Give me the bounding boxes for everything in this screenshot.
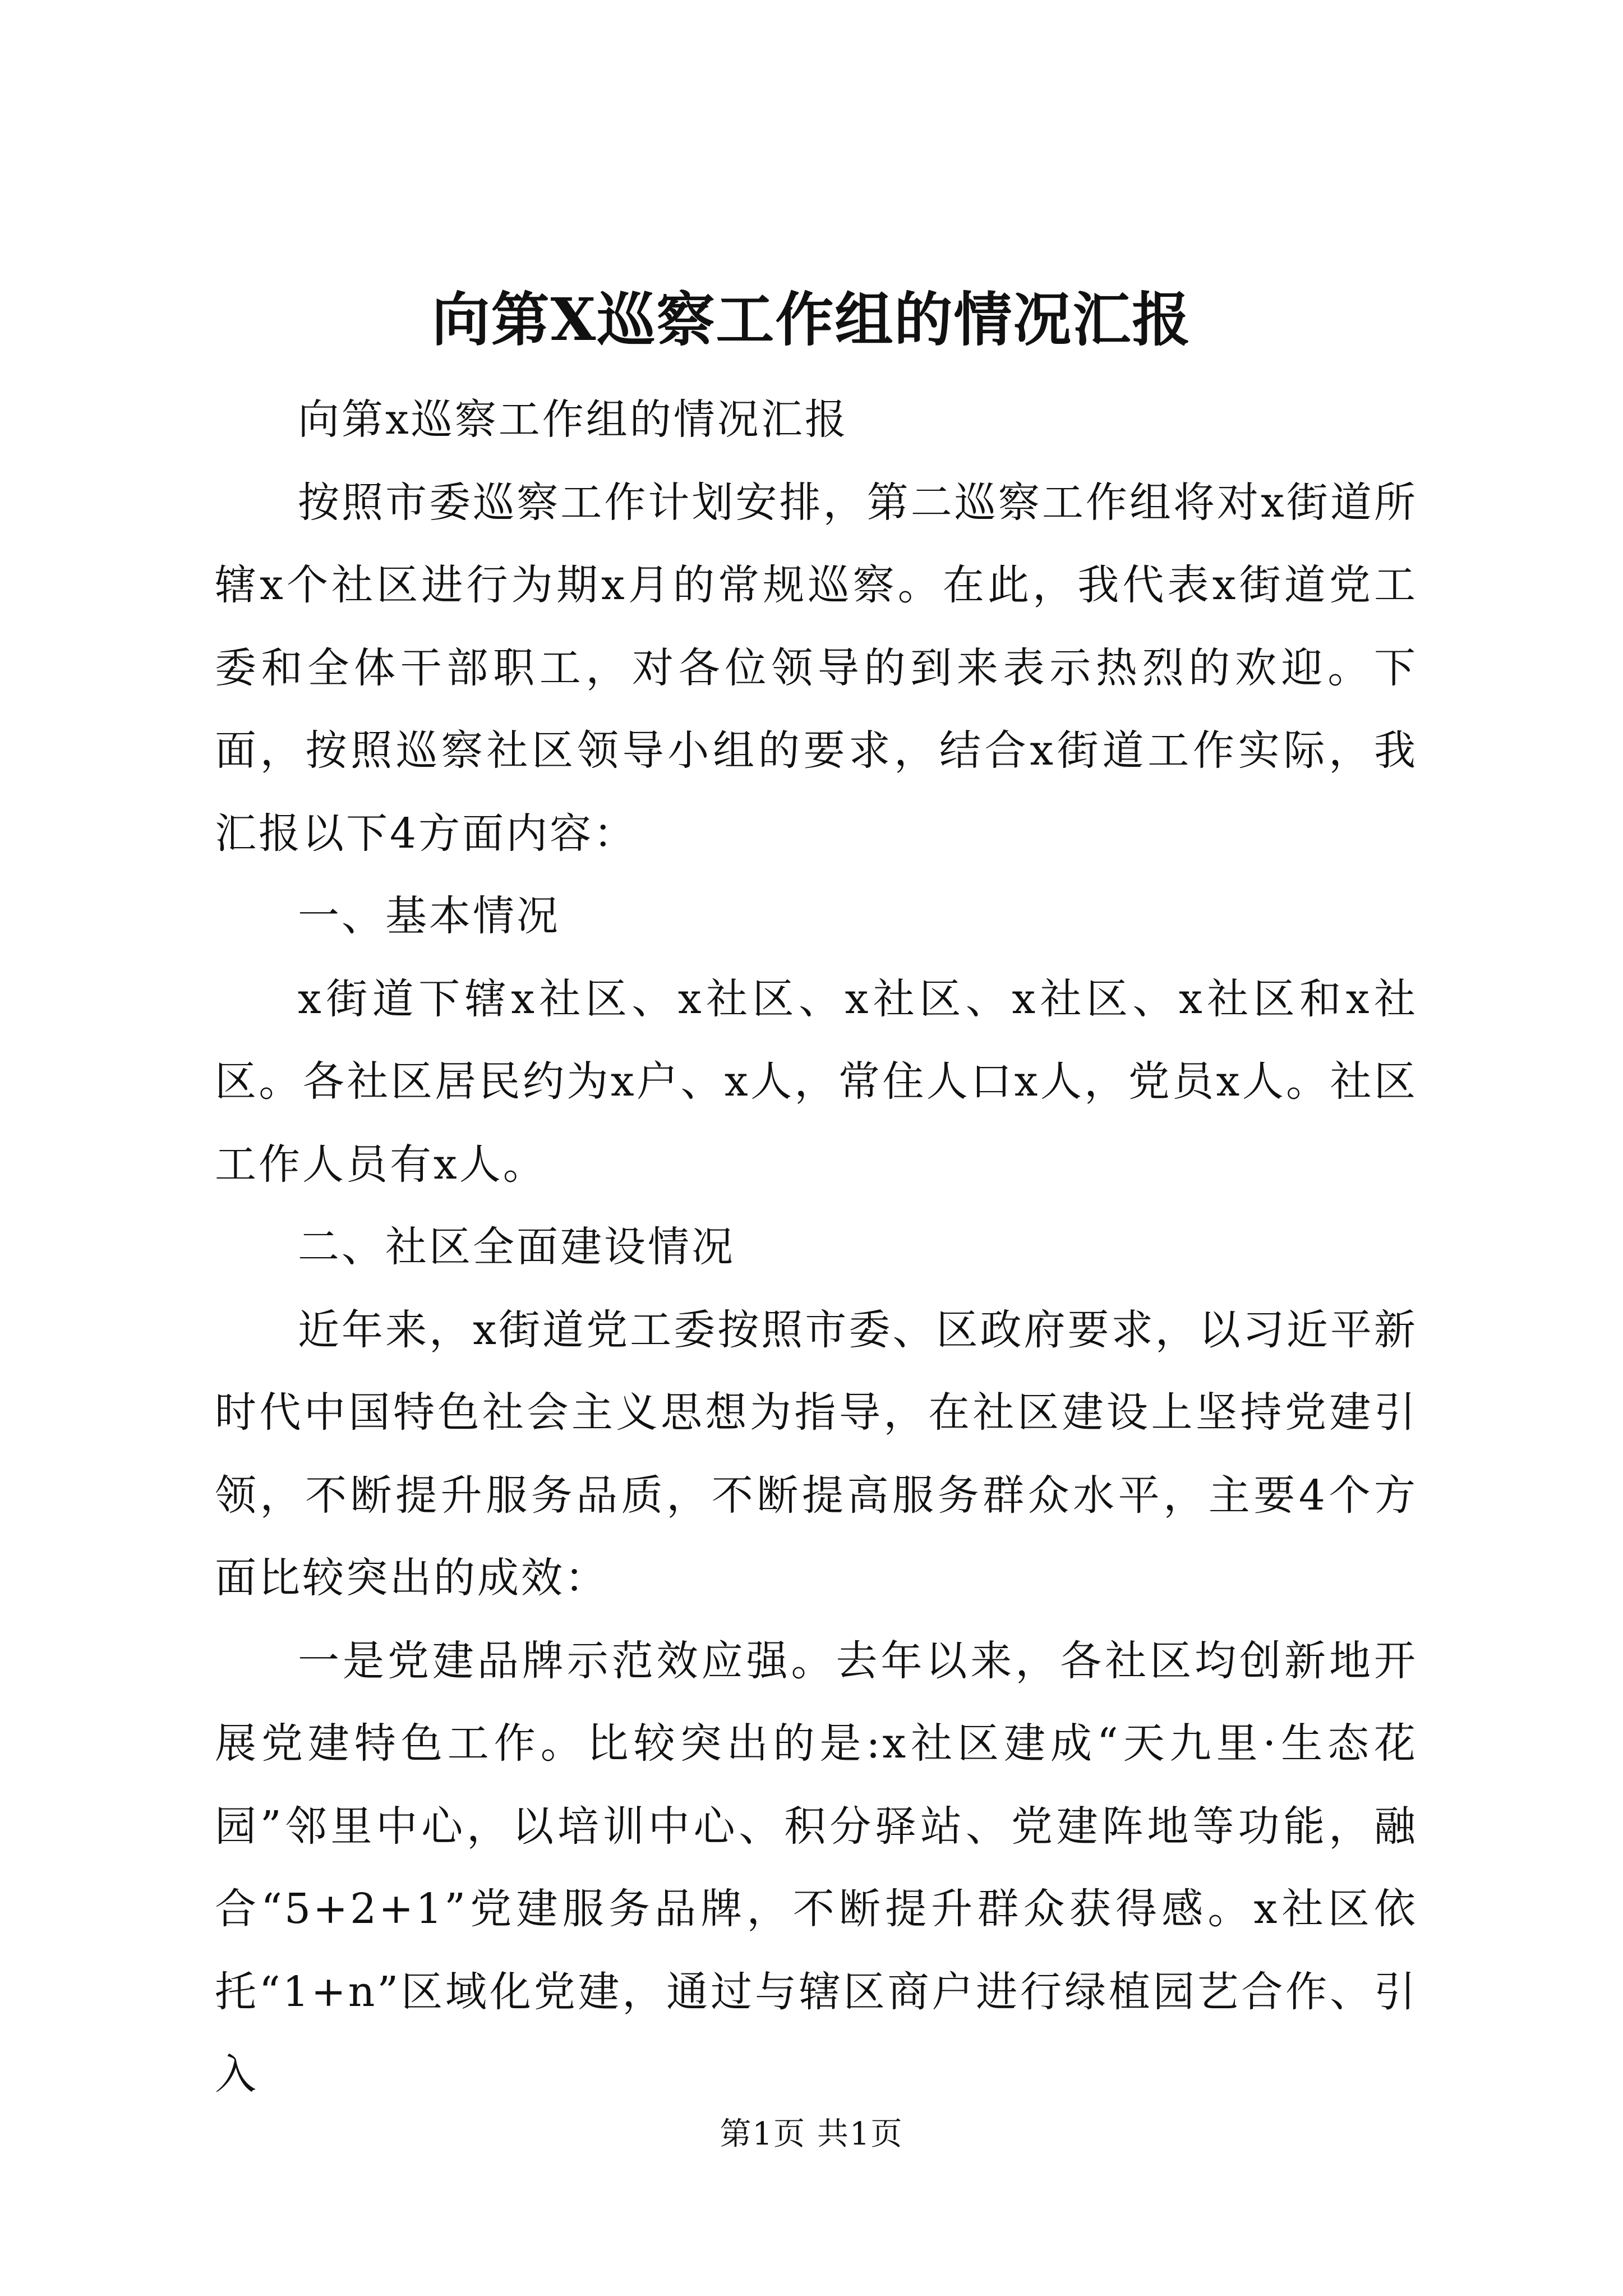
- document-title: 向第X巡察工作组的情况汇报: [431, 285, 1192, 354]
- section-heading-basic-situation: 一、基本情况: [298, 892, 560, 940]
- paragraph-community-construction: 近年来，x街道党工委按照市委、区政府要求，以习近平新时代中国特色社会主义思想为指导，在社区建设上坚持党建引领，不断提升服务品质，不断提高服务群众水平，主要4个方面比较突出的成效：: [215, 1305, 1418, 1602]
- page-footer: 第1页 共1页: [720, 2116, 903, 2152]
- paragraph-intro: 按照市委巡察工作计划安排，第二巡察工作组将对x街道所辖x个社区进行为期x月的常规巡察。在此，我代表x街道党工委和全体干部职工，对各位领导的到来表示热烈的欢迎。下面，按照巡察社区领导小组的要求，结合x街道工作实际，我汇报以下4方面内容：: [215, 478, 1418, 858]
- document-body: [215, 379, 1418, 2116]
- paragraph-basic-situation: x街道下辖x社区、x社区、x社区、x社区、x社区和x社区。各社区居民约为x户、x人，常住人口x人，党员x人。社区工作人员有x人。: [215, 974, 1418, 1189]
- paragraph-subtitle: 向第x巡察工作组的情况汇报: [298, 395, 849, 444]
- paragraph-party-brand: 一是党建品牌示范效应强。去年以来，各社区均创新地开展党建特色工作。比较突出的是:x社区建成“天九里·生态花园”邻里中心，以培训中心、积分驿站、党建阵地等功能，融合“5+2+1”党建服务品牌，不断提升群众获得感。x社区依托“1+n”区域化党建，通过与辖区商户进行绿植园艺合作、引入: [215, 1636, 1418, 2099]
- section-heading-community-construction: 二、社区全面建设情况: [298, 1223, 735, 1271]
